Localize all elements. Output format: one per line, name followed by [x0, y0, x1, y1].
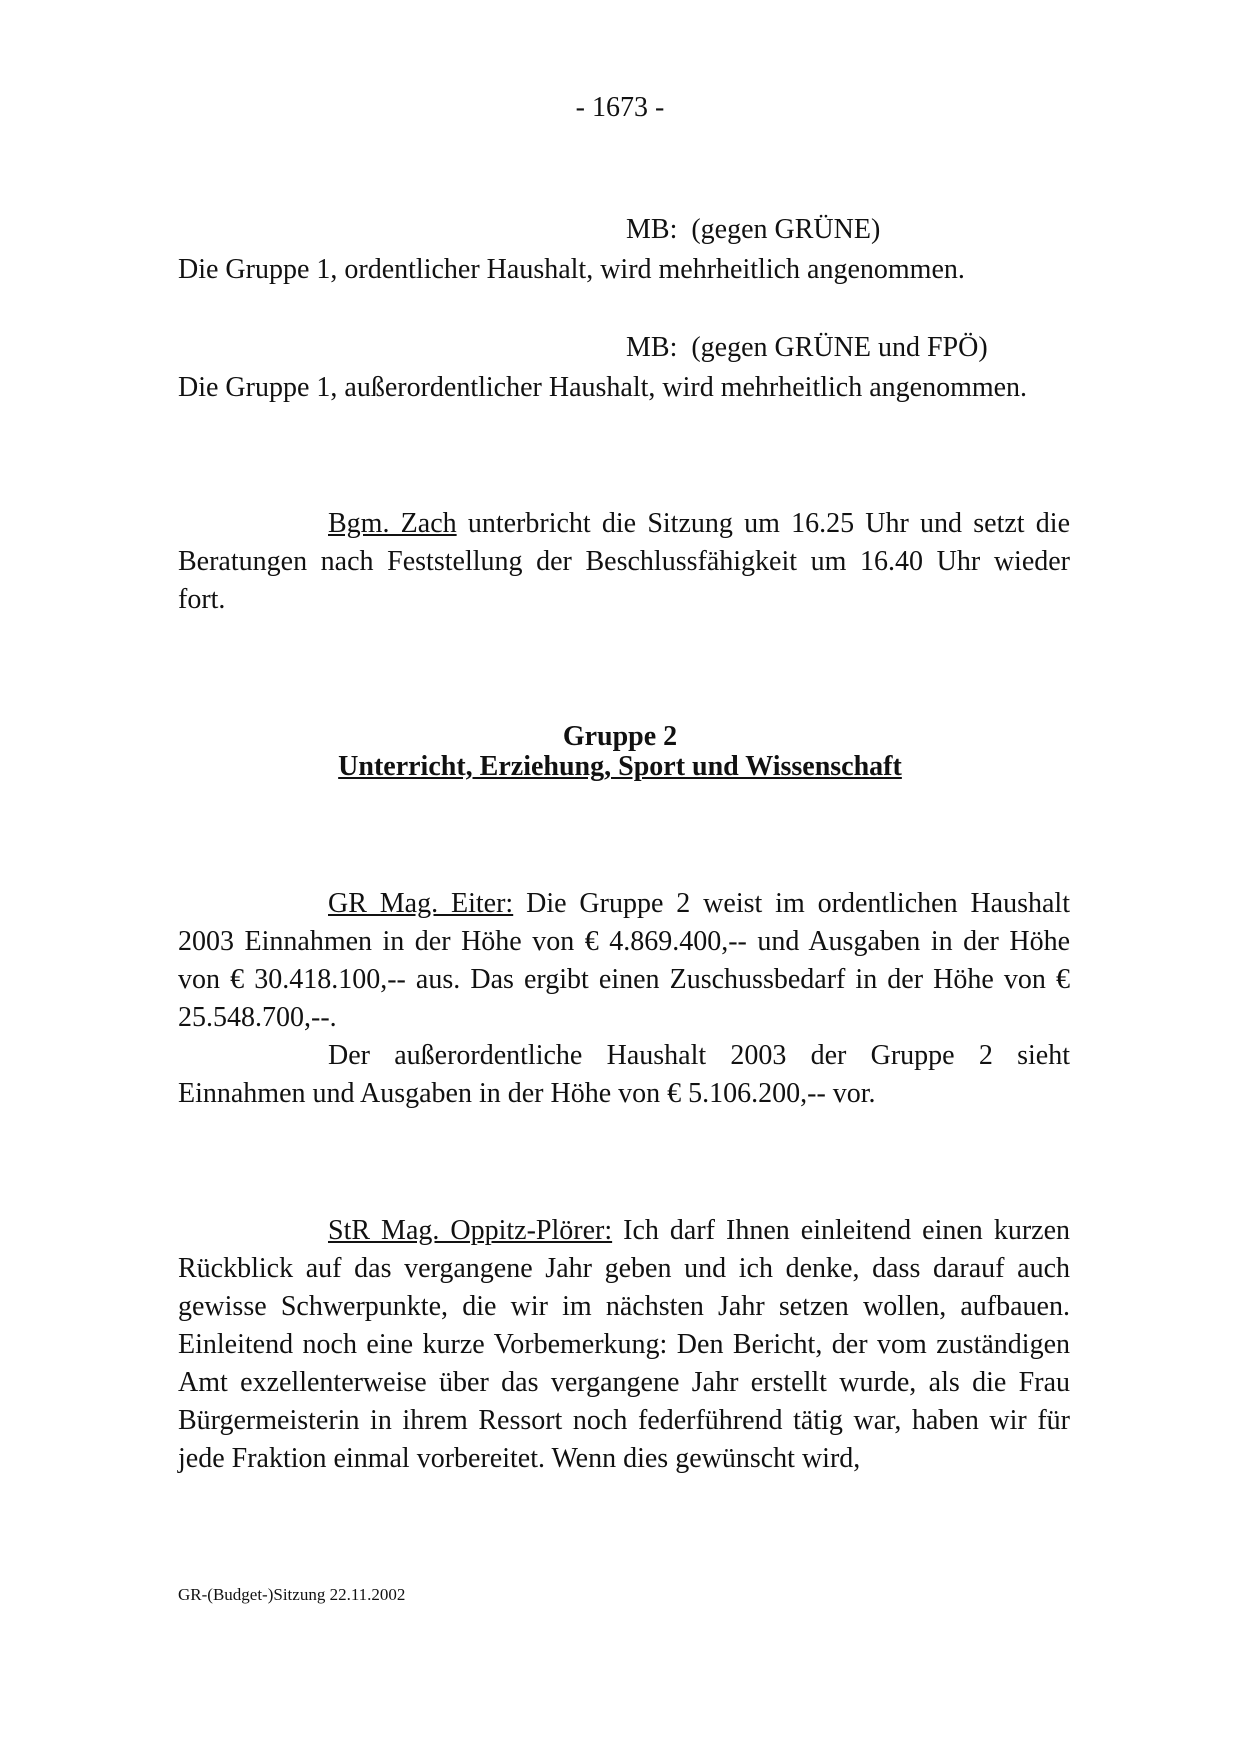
vote-1-label: MB:: [626, 214, 678, 245]
speech-text: Ich darf Ihnen einleitend einen kurzen Rückblick auf das vergangene Jahr geben und ich denke, dass darauf auch gewisse Schwerpunkte, die wir im nächsten Jahr setzen wollen, aufbauen. Einleitend noch eine kurze Vorbemerkung: Den Bericht, der vom zuständigen Amt exzellenterweise über das vergangene Jahr erstellt wurde, als die Frau Bürgermeisterin in ihrem Ressort noch federführend tätig war, haben wir für jede Fraktion einmal vorbereitet. Wenn dies gewünscht wird,: [178, 1215, 1071, 1474]
section-heading: [0, 722, 1240, 782]
vote-2-header: [626, 332, 988, 364]
interruption-paragraph: [178, 505, 1070, 619]
interruption-speaker: Bgm. Zach: [328, 508, 457, 539]
report-text-2: Der außerordentliche Haushalt 2003 der Gruppe 2 sieht Einnahmen und Ausgaben in der Höhe von € 5.106.200,-- vor.: [178, 1040, 1070, 1109]
section-subtitle: Unterricht, Erziehung, Sport und Wissenschaft: [338, 751, 902, 782]
section-title: Gruppe 2: [562, 721, 678, 752]
vote-2-label: MB:: [626, 332, 678, 363]
report-paragraph: [178, 885, 1070, 1113]
vote-1-result: Die Gruppe 1, ordentlicher Haushalt, wird mehrheitlich angenommen.: [178, 254, 965, 285]
report-text-1: Die Gruppe 2 weist im ordentlichen Haushalt 2003 Einnahmen in der Höhe von € 4.869.400,-- und Ausgaben in der Höhe von € 30.418.100,-- aus. Das ergibt einen Zuschussbedarf in der Höhe von € 25.548.700,--.: [178, 888, 1070, 1033]
speech-speaker: StR Mag. Oppitz-Plörer:: [328, 1215, 613, 1246]
vote-2-note: (gegen GRÜNE und FPÖ): [691, 332, 988, 363]
vote-2-result: Die Gruppe 1, außerordentlicher Haushalt, wird mehrheitlich angenommen.: [178, 372, 1028, 403]
interruption-text: unterbricht die Sitzung um 16.25 Uhr und setzt die Beratungen nach Feststellung der Beschlussfähigkeit um 16.40 Uhr wieder fort.: [178, 508, 1071, 615]
page-number: - 1673 -: [575, 92, 665, 123]
report-speaker: GR Mag. Eiter:: [328, 888, 514, 919]
footer: GR-(Budget-)Sitzung 22.11.2002: [178, 1585, 406, 1604]
vote-1-header: [626, 214, 880, 246]
vote-1-note: (gegen GRÜNE): [691, 214, 881, 245]
speech-paragraph: [178, 1212, 1070, 1478]
